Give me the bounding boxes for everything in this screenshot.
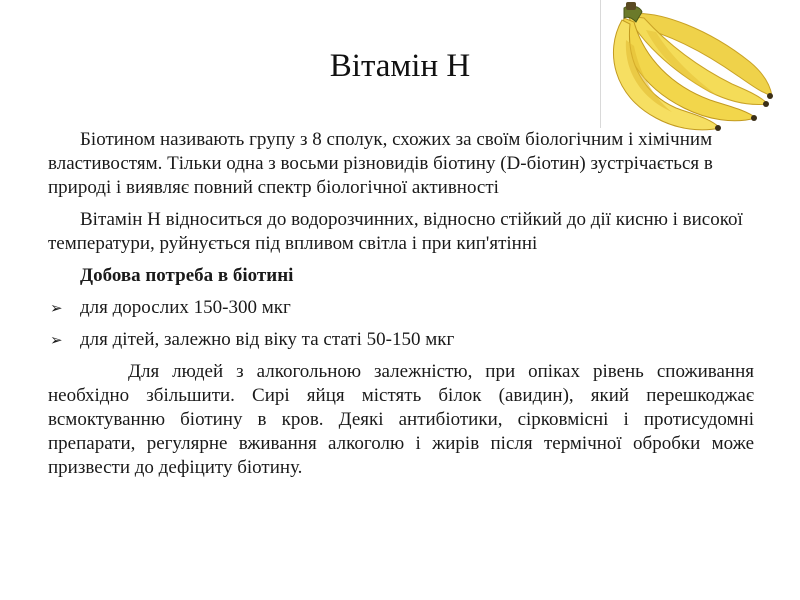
list-item xyxy=(48,296,754,320)
deficiency-paragraph: Для людей з алкогольною залежністю, при опіках рівень споживання необхідно збільшити. Сирі яйця містять білок (авидин), який перешкоджає всмоктуванню біотину в кров. Деякі антибіотики, сірковмісні і протисудомні препарати, регулярне вживання алкоголю і жирів після термічної обробки може призвести до дефіциту біотину. xyxy=(48,361,754,478)
slide-title: Вітамін Н xyxy=(329,48,471,84)
daily-need-list xyxy=(48,296,754,352)
biotin-definition-paragraph: Біотином називають групу з 8 сполук, схожих за своїм біологічним і хімічним властивостям. Тільки одна з восьми різновидів біотину (D-біотин) зустрічається в природі і виявляє повний спектр біологічної активності xyxy=(48,129,713,198)
arrowhead-bullet-icon: ➢ xyxy=(50,331,63,349)
biotin-properties-paragraph: Вітамін Н відноситься до водорозчинних, відносно стійкий до дії кисню і високої температури, руйнується під впливом світла і при кип'ятінні xyxy=(48,209,743,254)
bullet-text-adults: для дорослих 150-300 мкг xyxy=(80,297,291,318)
slide-body xyxy=(48,128,754,488)
list-item xyxy=(48,328,754,352)
arrowhead-bullet-icon: ➢ xyxy=(50,299,63,317)
banana-bunch-image xyxy=(600,0,792,136)
daily-need-heading: Добова потреба в біотині xyxy=(80,265,294,286)
bullet-text-children: для дітей, залежно від віку та статі 50-150 мкг xyxy=(80,329,455,350)
